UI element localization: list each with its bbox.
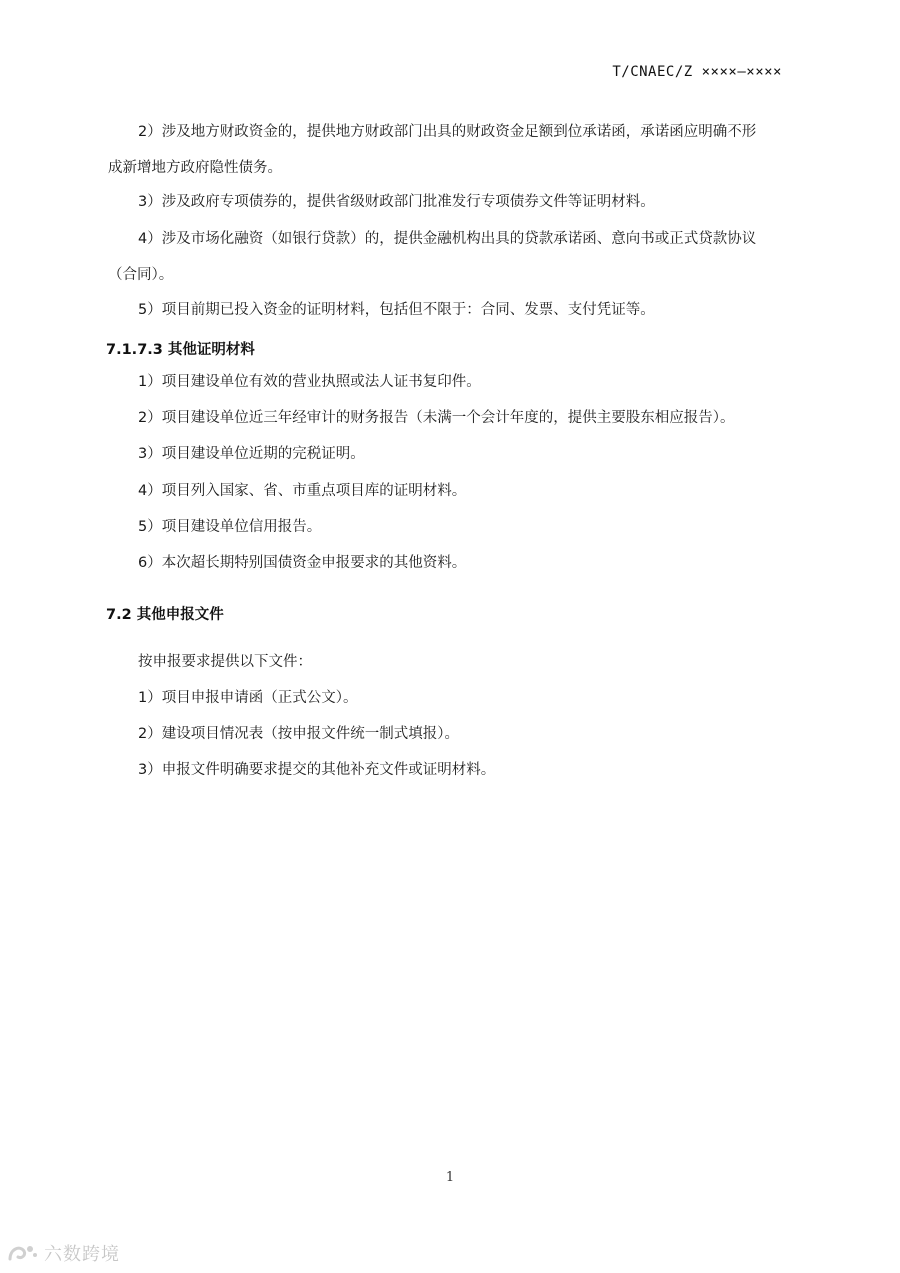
item-2-line2: 成新增地方政府隐性债务。 bbox=[108, 160, 282, 176]
list-item bbox=[108, 545, 798, 581]
item-4-line2: （合同）。 bbox=[108, 267, 174, 283]
list-item-text: 3）申报文件明确要求提交的其他补充文件或证明材料。 bbox=[138, 762, 496, 778]
list-item-text: 4）项目列入国家、省、市重点项目库的证明材料。 bbox=[138, 483, 467, 499]
list-item bbox=[108, 364, 798, 400]
list-item-text: 1）项目建设单位有效的营业执照或法人证书复印件。 bbox=[138, 374, 481, 390]
section-heading-7-1-7-3: 7.1.7.3 其他证明材料 bbox=[106, 342, 255, 358]
page-number: 1 bbox=[445, 1170, 455, 1185]
paragraph-item-3 bbox=[108, 184, 798, 220]
list-item bbox=[108, 680, 798, 716]
list-item bbox=[108, 400, 798, 436]
list-item bbox=[108, 716, 798, 752]
watermark-text: 六数跨境 bbox=[44, 1244, 120, 1265]
list-item-text: 2）建设项目情况表（按申报文件统一制式填报）。 bbox=[138, 726, 459, 742]
list-item bbox=[108, 473, 798, 509]
item-3-text: 3）涉及政府专项债券的，提供省级财政部门批准发行专项债券文件等证明材料。 bbox=[138, 194, 655, 210]
section-intro-text: 按申报要求提供以下文件： bbox=[138, 654, 312, 670]
section-heading-7-2: 7.2 其他申报文件 bbox=[106, 607, 224, 623]
section-intro bbox=[108, 644, 798, 680]
item-4-line1: 4）涉及市场化融资（如银行贷款）的，提供金融机构出具的贷款承诺函、意向书或正式贷款协议 bbox=[138, 231, 757, 247]
paragraph-item-2 bbox=[108, 114, 798, 186]
paragraph-item-4 bbox=[108, 221, 798, 293]
item-5-text: 5）项目前期已投入资金的证明材料，包括但不限于：合同、发票、支付凭证等。 bbox=[138, 302, 655, 318]
list-item bbox=[108, 436, 798, 472]
list-item bbox=[108, 752, 798, 788]
list-item bbox=[108, 509, 798, 545]
list-item-text: 3）项目建设单位近期的完税证明。 bbox=[138, 446, 365, 462]
paragraph-item-5 bbox=[108, 292, 798, 328]
watermark-logo-icon bbox=[6, 1241, 40, 1265]
watermark bbox=[6, 1240, 120, 1266]
list-item-text: 6）本次超长期特别国债资金申报要求的其他资料。 bbox=[138, 555, 467, 571]
list-item-text: 1）项目申报申请函（正式公文）。 bbox=[138, 690, 358, 706]
list-item-text: 5）项目建设单位信用报告。 bbox=[138, 519, 322, 535]
list-item-text: 2）项目建设单位近三年经审计的财务报告（未满一个会计年度的，提供主要股东相应报告）。 bbox=[138, 410, 735, 426]
item-2-line1: 2）涉及地方财政资金的，提供地方财政部门出具的财政资金足额到位承诺函，承诺函应明确不形 bbox=[138, 124, 757, 140]
document-code: T/CNAEC/Z ××××—×××× bbox=[612, 64, 782, 80]
